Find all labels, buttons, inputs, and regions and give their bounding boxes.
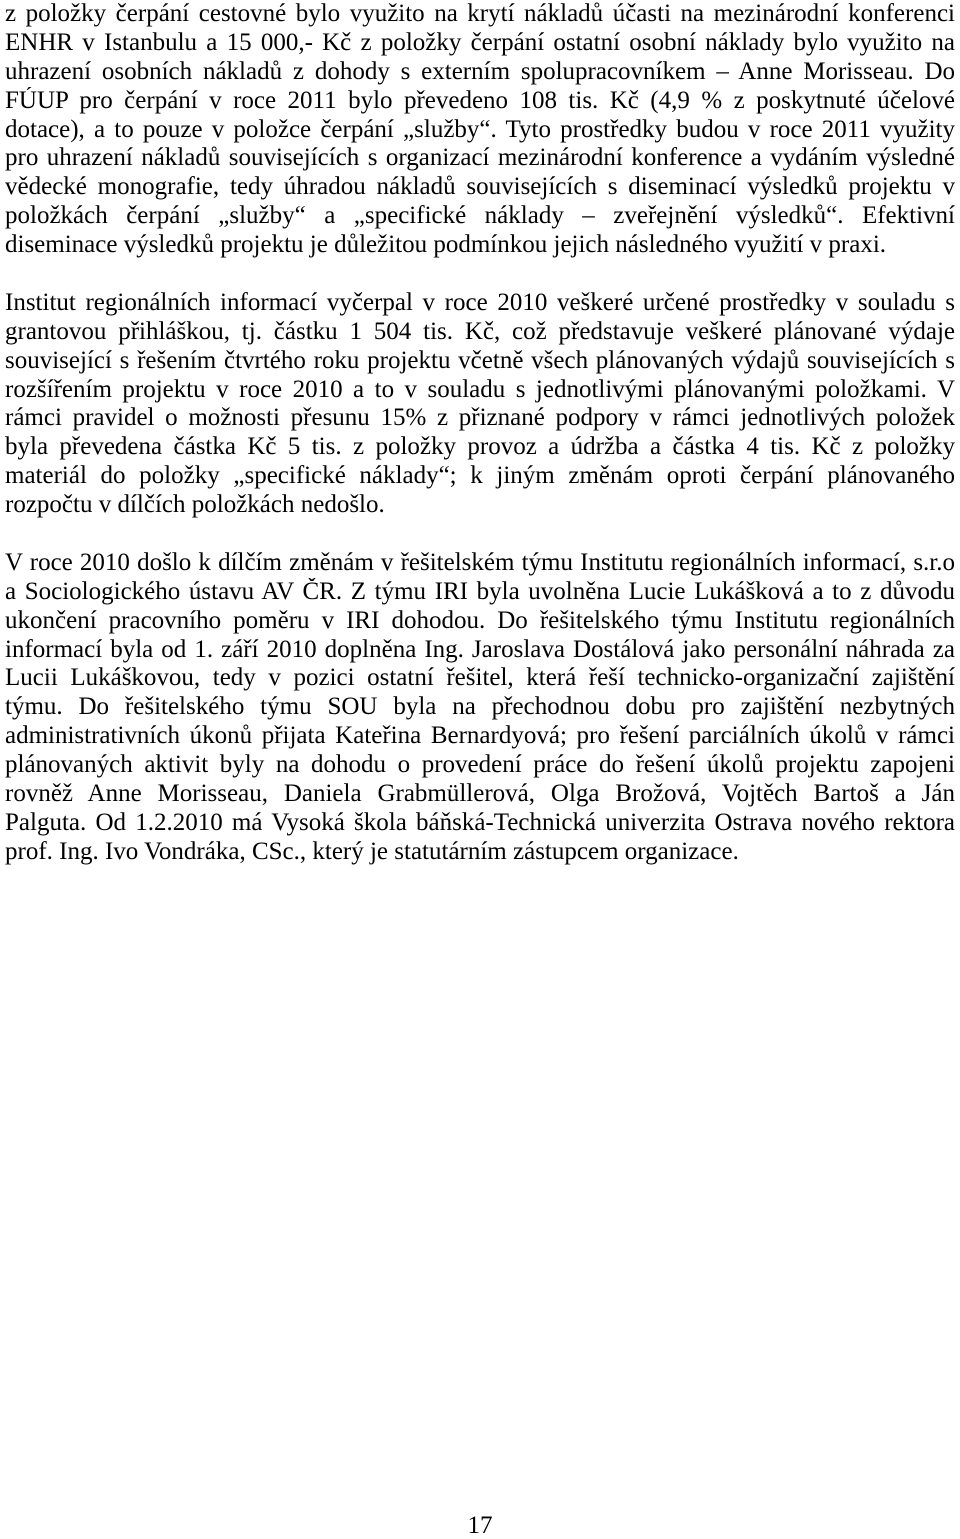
document-body [5, 0, 955, 896]
text-line: pro uhrazení nákladů souvisejících s organizací mezinárodní konference a vydáním výsledné [5, 144, 955, 172]
text-line: FÚUP pro čerpání v roce 2011 bylo převedeno 108 tis. Kč (4,9 % z poskytnuté účelové [5, 86, 955, 114]
page-number: 17 [467, 1512, 493, 1539]
text-line: prof. Ing. Ivo Vondráka, CSc., který je statutárním zástupcem organizace. [5, 837, 739, 865]
text-line: byla převedena částka Kč 5 tis. z položky provoz a údržba a částka 4 tis. Kč z položky [5, 433, 955, 461]
text-line: diseminace výsledků projektu je důležitou podmínkou jejich následného využití v praxi. [5, 231, 887, 259]
text-line: informací byla od 1. září 2010 doplněna Ing. Jaroslava Dostálová jako personální náhrada za [5, 635, 955, 663]
text-line: položkách čerpání „služby“ a „specifické náklady – zveřejnění výsledků“. Efektivní [5, 202, 955, 230]
text-line: rozšířením projektu v roce 2010 a to v souladu s jednotlivými plánovanými položkami. V [5, 375, 955, 403]
text-line: ENHR v Istanbulu a 15 000,- Kč z položky čerpání ostatní osobní náklady bylo využito na [5, 28, 955, 56]
paragraph-team-changes [5, 549, 955, 867]
text-line: vědecké monografie, tedy úhradou nákladů souvisejících s diseminací výsledků projektu v [5, 173, 955, 201]
text-line: Institut regionálních informací vyčerpal v roce 2010 veškeré určené prostředky v souladu s [5, 288, 955, 316]
text-line: z položky čerpání cestovné bylo využito na krytí nákladů účasti na mezinárodní konferenci [5, 0, 955, 27]
text-line: plánovaných aktivit byly na dohodu o provedení práce do řešení úkolů projektu zapojeni [5, 751, 955, 779]
text-line: rozpočtu v dílčích položkách nedošlo. [5, 491, 385, 519]
text-line: a Sociologického ústavu AV ČR. Z týmu IRI byla uvolněna Lucie Lukášková a to z důvodu [5, 577, 955, 605]
text-line: V roce 2010 došlo k dílčím změnám v řešitelském týmu Institutu regionálních informací, s.r.o [5, 548, 955, 576]
paragraph-iri-spending [5, 289, 955, 520]
text-line: materiál do položky „specifické náklady“; k jiným změnám oproti čerpání plánovaného [5, 462, 955, 490]
text-line: související s řešením čtvrtého roku projektu včetně všech plánovaných výdajů souvisejících s [5, 346, 955, 374]
text-line: dotace), a to pouze v položce čerpání „služby“. Tyto prostředky budou v roce 2011 využity [5, 115, 955, 143]
text-line: ukončení pracovního poměru v IRI dohodou. Do řešitelského týmu Institutu regionálních [5, 606, 955, 634]
text-line: rámci pravidel o možnosti přesunu 15% z přiznané podpory v rámci jednotlivých položek [5, 404, 955, 432]
paragraph-funding-transfer [5, 0, 955, 260]
text-line: Palguta. Od 1.2.2010 má Vysoká škola báňská-Technická univerzita Ostrava nového rektora [5, 808, 955, 836]
text-line: rovněž Anne Morisseau, Daniela Grabmüllerová, Olga Brožová, Vojtěch Bartoš a Ján [5, 780, 955, 808]
text-line: týmu. Do řešitelského týmu SOU byla na přechodnou dobu pro zajištění nezbytných [5, 693, 955, 721]
text-line: Lucii Lukáškovou, tedy v pozici ostatní řešitel, která řeší technicko-organizační zajištění [5, 664, 955, 692]
text-line: uhrazení osobních nákladů z dohody s externím spolupracovníkem – Anne Morisseau. Do [5, 57, 955, 85]
text-line: grantovou přihláškou, tj. částku 1 504 tis. Kč, což představuje veškeré plánované výdaje [5, 317, 955, 345]
text-line: administrativních úkonů přijata Kateřina Bernardyová; pro řešení parciálních úkolů v rámci [5, 722, 955, 750]
